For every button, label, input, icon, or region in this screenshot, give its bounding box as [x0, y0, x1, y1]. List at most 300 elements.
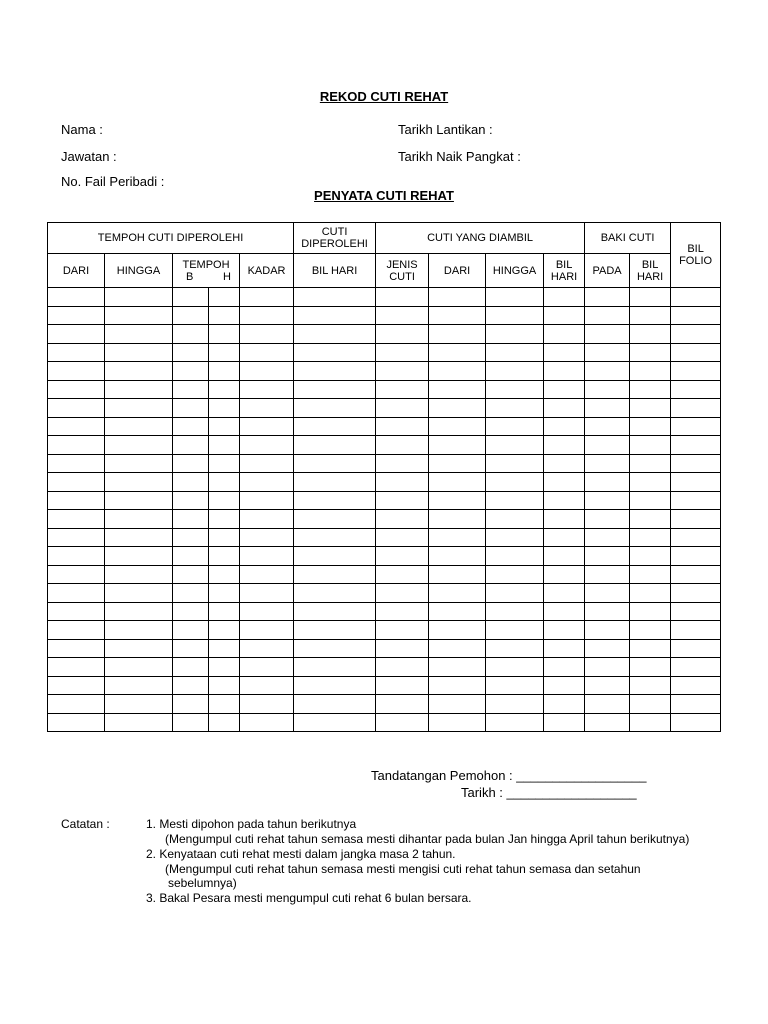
table-row	[48, 399, 721, 418]
table-row	[48, 436, 721, 455]
table-cell	[376, 306, 429, 325]
table-cell	[376, 343, 429, 362]
table-cell	[240, 325, 294, 344]
table-cell	[105, 658, 173, 677]
table-cell	[294, 676, 376, 695]
table-cell	[486, 306, 544, 325]
table-row	[48, 380, 721, 399]
table-row	[48, 695, 721, 714]
table-cell	[173, 380, 209, 399]
table-cell	[585, 639, 630, 658]
note-line-2: (Mengumpul cuti rehat tahun semasa mesti dihantar pada bulan Jan hingga April tahun berikutnya)	[165, 832, 690, 846]
header-hingga: HINGGA	[105, 254, 173, 288]
table-cell	[630, 676, 671, 695]
table-cell	[209, 528, 240, 547]
table-cell	[429, 288, 486, 307]
table-cell	[585, 565, 630, 584]
header-pada: PADA	[585, 254, 630, 288]
table-cell	[671, 325, 721, 344]
table-cell	[294, 380, 376, 399]
table-cell	[585, 343, 630, 362]
table-cell	[544, 639, 585, 658]
table-cell	[240, 510, 294, 529]
table-cell	[209, 380, 240, 399]
table-cell	[173, 325, 209, 344]
table-cell	[630, 362, 671, 381]
header-tempoh-cuti-diperolehi: TEMPOH CUTI DIPEROLEHI	[48, 223, 294, 254]
table-row	[48, 417, 721, 436]
leave-record-table	[47, 222, 721, 732]
table-cell	[294, 325, 376, 344]
table-row	[48, 621, 721, 640]
header-text: BIL	[555, 258, 573, 271]
table-cell	[585, 454, 630, 473]
table-cell	[585, 713, 630, 732]
table-cell	[429, 436, 486, 455]
table-cell	[630, 436, 671, 455]
header-b-h	[173, 271, 239, 283]
table-cell	[294, 306, 376, 325]
table-cell	[429, 325, 486, 344]
table-cell	[585, 547, 630, 566]
table-cell	[173, 473, 209, 492]
header-text: CUTI	[321, 226, 348, 238]
table-cell	[376, 417, 429, 436]
table-cell	[544, 491, 585, 510]
table-cell	[209, 658, 240, 677]
table-cell	[671, 436, 721, 455]
table-cell	[173, 288, 209, 307]
table-cell	[209, 343, 240, 362]
table-cell	[240, 658, 294, 677]
table-cell	[48, 528, 105, 547]
table-cell	[671, 528, 721, 547]
table-cell	[48, 565, 105, 584]
table-cell	[173, 491, 209, 510]
table-cell	[486, 436, 544, 455]
table-cell	[486, 695, 544, 714]
section-title: PENYATA CUTI REHAT	[314, 188, 454, 203]
table-cell	[630, 473, 671, 492]
field-tarikh-lantikan: Tarikh Lantikan :	[398, 122, 493, 137]
table-cell	[48, 676, 105, 695]
table-cell	[240, 676, 294, 695]
table-cell	[294, 547, 376, 566]
table-cell	[48, 306, 105, 325]
table-cell	[671, 547, 721, 566]
table-cell	[105, 602, 173, 621]
table-cell	[240, 417, 294, 436]
table-cell	[105, 325, 173, 344]
header-text: BIL	[687, 243, 704, 255]
table-row	[48, 306, 721, 325]
table-cell	[240, 491, 294, 510]
table-cell	[630, 584, 671, 603]
table-cell	[585, 399, 630, 418]
table-cell	[105, 491, 173, 510]
table-cell	[429, 565, 486, 584]
table-cell	[429, 306, 486, 325]
header-text: BIL	[641, 258, 659, 271]
table-cell	[173, 306, 209, 325]
table-cell	[429, 454, 486, 473]
table-cell	[671, 362, 721, 381]
table-cell	[376, 676, 429, 695]
notes-label: Catatan :	[61, 817, 110, 831]
table-cell	[486, 621, 544, 640]
table-cell	[209, 491, 240, 510]
table-cell	[173, 602, 209, 621]
table-cell	[544, 399, 585, 418]
table-cell	[209, 695, 240, 714]
header-text: B	[186, 270, 194, 283]
table-cell	[294, 621, 376, 640]
table-cell	[429, 676, 486, 695]
table-cell	[209, 417, 240, 436]
field-no-fail-peribadi: No. Fail Peribadi :	[61, 174, 165, 189]
table-cell	[630, 695, 671, 714]
table-cell	[630, 288, 671, 307]
table-cell	[105, 380, 173, 399]
table-cell	[376, 436, 429, 455]
table-cell	[294, 602, 376, 621]
table-cell	[544, 676, 585, 695]
table-cell	[429, 399, 486, 418]
table-cell	[173, 528, 209, 547]
table-cell	[671, 565, 721, 584]
note-line-4: (Mengumpul cuti rehat tahun semasa mesti mengisi cuti rehat tahun semasa dan setahun	[165, 862, 641, 876]
table-cell	[209, 325, 240, 344]
table-cell	[209, 547, 240, 566]
table-cell	[173, 658, 209, 677]
table-cell	[630, 510, 671, 529]
table-cell	[209, 602, 240, 621]
table-cell	[585, 528, 630, 547]
table-cell	[48, 417, 105, 436]
table-cell	[105, 343, 173, 362]
table-cell	[48, 639, 105, 658]
table-cell	[173, 436, 209, 455]
table-cell	[173, 343, 209, 362]
table-cell	[671, 639, 721, 658]
table-cell	[486, 288, 544, 307]
table-cell	[630, 306, 671, 325]
table-cell	[105, 676, 173, 695]
table-cell	[429, 380, 486, 399]
table-cell	[48, 547, 105, 566]
table-cell	[585, 436, 630, 455]
table-cell	[48, 288, 105, 307]
table-cell	[173, 713, 209, 732]
table-cell	[48, 436, 105, 455]
table-row	[48, 288, 721, 307]
table-cell	[105, 565, 173, 584]
table-cell	[209, 510, 240, 529]
table-cell	[48, 695, 105, 714]
table-cell	[585, 325, 630, 344]
table-cell	[240, 621, 294, 640]
note-line-1: 1. Mesti dipohon pada tahun berikutnya	[146, 817, 357, 831]
table-cell	[376, 584, 429, 603]
table-cell	[48, 473, 105, 492]
table-row	[48, 676, 721, 695]
table-cell	[48, 380, 105, 399]
table-cell	[105, 695, 173, 714]
table-cell	[105, 547, 173, 566]
table-cell	[294, 473, 376, 492]
table-cell	[486, 713, 544, 732]
header-bil-hari-diambil	[544, 254, 585, 288]
table-cell	[671, 713, 721, 732]
table-cell	[429, 343, 486, 362]
table-cell	[240, 528, 294, 547]
table-cell	[486, 547, 544, 566]
note-line-5: sebelumnya)	[168, 876, 237, 890]
table-cell	[294, 510, 376, 529]
table-cell	[671, 454, 721, 473]
header-text: HARI	[636, 270, 664, 283]
table-cell	[429, 417, 486, 436]
table-cell	[376, 380, 429, 399]
table-cell	[429, 584, 486, 603]
table-cell	[671, 676, 721, 695]
signature-tarikh: Tarikh : __________________	[461, 785, 637, 800]
table-cell	[544, 695, 585, 714]
table-cell	[209, 454, 240, 473]
table-cell	[376, 713, 429, 732]
table-cell	[630, 325, 671, 344]
field-nama: Nama :	[61, 122, 103, 137]
table-cell	[671, 473, 721, 492]
table-cell	[48, 510, 105, 529]
header-text: TEMPOH	[182, 258, 230, 271]
table-cell	[630, 380, 671, 399]
header-bil-hari: BIL HARI	[294, 254, 376, 288]
table-cell	[376, 639, 429, 658]
table-cell	[240, 306, 294, 325]
header-hingga-diambil: HINGGA	[486, 254, 544, 288]
table-cell	[585, 584, 630, 603]
table-cell	[544, 565, 585, 584]
table-cell	[48, 658, 105, 677]
table-cell	[173, 399, 209, 418]
table-cell	[240, 565, 294, 584]
table-cell	[486, 343, 544, 362]
table-cell	[671, 380, 721, 399]
header-baki-bil-hari	[630, 254, 671, 288]
table-row	[48, 325, 721, 344]
table-cell	[209, 436, 240, 455]
header-text: H	[223, 270, 231, 283]
table-cell	[429, 639, 486, 658]
table-cell	[429, 510, 486, 529]
table-cell	[105, 713, 173, 732]
table-cell	[105, 584, 173, 603]
table-cell	[209, 399, 240, 418]
table-cell	[209, 288, 240, 307]
table-row	[48, 584, 721, 603]
table-cell	[671, 584, 721, 603]
table-cell	[105, 436, 173, 455]
table-row	[48, 565, 721, 584]
table-cell	[173, 510, 209, 529]
table-cell	[429, 491, 486, 510]
table-cell	[105, 306, 173, 325]
table-cell	[240, 547, 294, 566]
table-cell	[486, 565, 544, 584]
table-cell	[544, 621, 585, 640]
table-cell	[630, 547, 671, 566]
table-cell	[294, 658, 376, 677]
table-row	[48, 713, 721, 732]
table-cell	[173, 547, 209, 566]
table-cell	[486, 491, 544, 510]
table-cell	[630, 639, 671, 658]
table-cell	[585, 473, 630, 492]
header-dari-diambil: DARI	[429, 254, 486, 288]
table-cell	[544, 436, 585, 455]
table-row	[48, 639, 721, 658]
table-cell	[544, 510, 585, 529]
table-cell	[240, 288, 294, 307]
table-cell	[630, 621, 671, 640]
table-cell	[48, 584, 105, 603]
table-row	[48, 547, 721, 566]
table-cell	[486, 362, 544, 381]
table-cell	[486, 325, 544, 344]
table-cell	[544, 713, 585, 732]
table-cell	[240, 362, 294, 381]
header-baki-cuti: BAKI CUTI	[585, 223, 671, 254]
header-text: FOLIO	[679, 255, 713, 267]
table-cell	[671, 399, 721, 418]
table-cell	[630, 343, 671, 362]
table-cell	[585, 510, 630, 529]
table-cell	[544, 417, 585, 436]
table-cell	[209, 362, 240, 381]
header-tempoh	[173, 254, 240, 288]
table-cell	[48, 325, 105, 344]
table-cell	[376, 362, 429, 381]
table-cell	[240, 454, 294, 473]
table-cell	[630, 454, 671, 473]
table-cell	[105, 288, 173, 307]
table-cell	[671, 288, 721, 307]
table-cell	[630, 491, 671, 510]
table-cell	[240, 399, 294, 418]
table-cell	[209, 676, 240, 695]
table-cell	[429, 713, 486, 732]
signature-pemohon: Tandatangan Pemohon : __________________	[371, 768, 647, 783]
table-cell	[544, 454, 585, 473]
table-row	[48, 602, 721, 621]
table-cell	[486, 658, 544, 677]
table-cell	[671, 491, 721, 510]
table-cell	[585, 658, 630, 677]
table-cell	[240, 584, 294, 603]
table-cell	[48, 491, 105, 510]
table-cell	[486, 510, 544, 529]
table-cell	[544, 584, 585, 603]
table-cell	[48, 602, 105, 621]
table-cell	[294, 565, 376, 584]
table-cell	[376, 547, 429, 566]
table-cell	[105, 528, 173, 547]
table-cell	[240, 380, 294, 399]
table-cell	[48, 621, 105, 640]
table-cell	[376, 454, 429, 473]
table-cell	[486, 528, 544, 547]
table-cell	[671, 695, 721, 714]
header-cuti-yang-diambil: CUTI YANG DIAMBIL	[376, 223, 585, 254]
table-cell	[376, 695, 429, 714]
table-cell	[240, 473, 294, 492]
table-cell	[209, 306, 240, 325]
field-jawatan: Jawatan :	[61, 149, 117, 164]
table-cell	[240, 695, 294, 714]
header-text: JENIS	[386, 258, 418, 271]
table-cell	[376, 528, 429, 547]
table-cell	[630, 658, 671, 677]
table-cell	[544, 528, 585, 547]
table-cell	[544, 380, 585, 399]
table-cell	[294, 695, 376, 714]
table-cell	[173, 695, 209, 714]
table-cell	[671, 343, 721, 362]
table-cell	[544, 362, 585, 381]
note-line-3: 2. Kenyataan cuti rehat mesti dalam jangka masa 2 tahun.	[146, 847, 456, 861]
table-cell	[173, 621, 209, 640]
table-cell	[585, 306, 630, 325]
header-bil-folio	[671, 223, 721, 288]
table-cell	[240, 713, 294, 732]
table-cell	[630, 602, 671, 621]
table-cell	[294, 436, 376, 455]
table-cell	[173, 639, 209, 658]
table-cell	[173, 584, 209, 603]
table-cell	[294, 639, 376, 658]
table-cell	[294, 528, 376, 547]
field-tarikh-naik-pangkat: Tarikh Naik Pangkat :	[398, 149, 521, 164]
table-cell	[294, 362, 376, 381]
table-cell	[48, 454, 105, 473]
table-cell	[671, 306, 721, 325]
table-cell	[376, 473, 429, 492]
table-cell	[630, 399, 671, 418]
header-text: HARI	[550, 270, 578, 283]
table-cell	[544, 343, 585, 362]
table-cell	[105, 621, 173, 640]
table-cell	[173, 362, 209, 381]
table-cell	[173, 454, 209, 473]
table-cell	[376, 565, 429, 584]
table-cell	[486, 639, 544, 658]
table-cell	[585, 602, 630, 621]
table-cell	[585, 621, 630, 640]
table-cell	[294, 713, 376, 732]
table-cell	[585, 491, 630, 510]
table-row	[48, 658, 721, 677]
table-cell	[105, 639, 173, 658]
table-cell	[240, 436, 294, 455]
table-cell	[429, 695, 486, 714]
table-body	[48, 288, 721, 732]
table-cell	[671, 510, 721, 529]
table-cell	[585, 695, 630, 714]
table-cell	[48, 362, 105, 381]
table-cell	[376, 658, 429, 677]
table-cell	[585, 676, 630, 695]
